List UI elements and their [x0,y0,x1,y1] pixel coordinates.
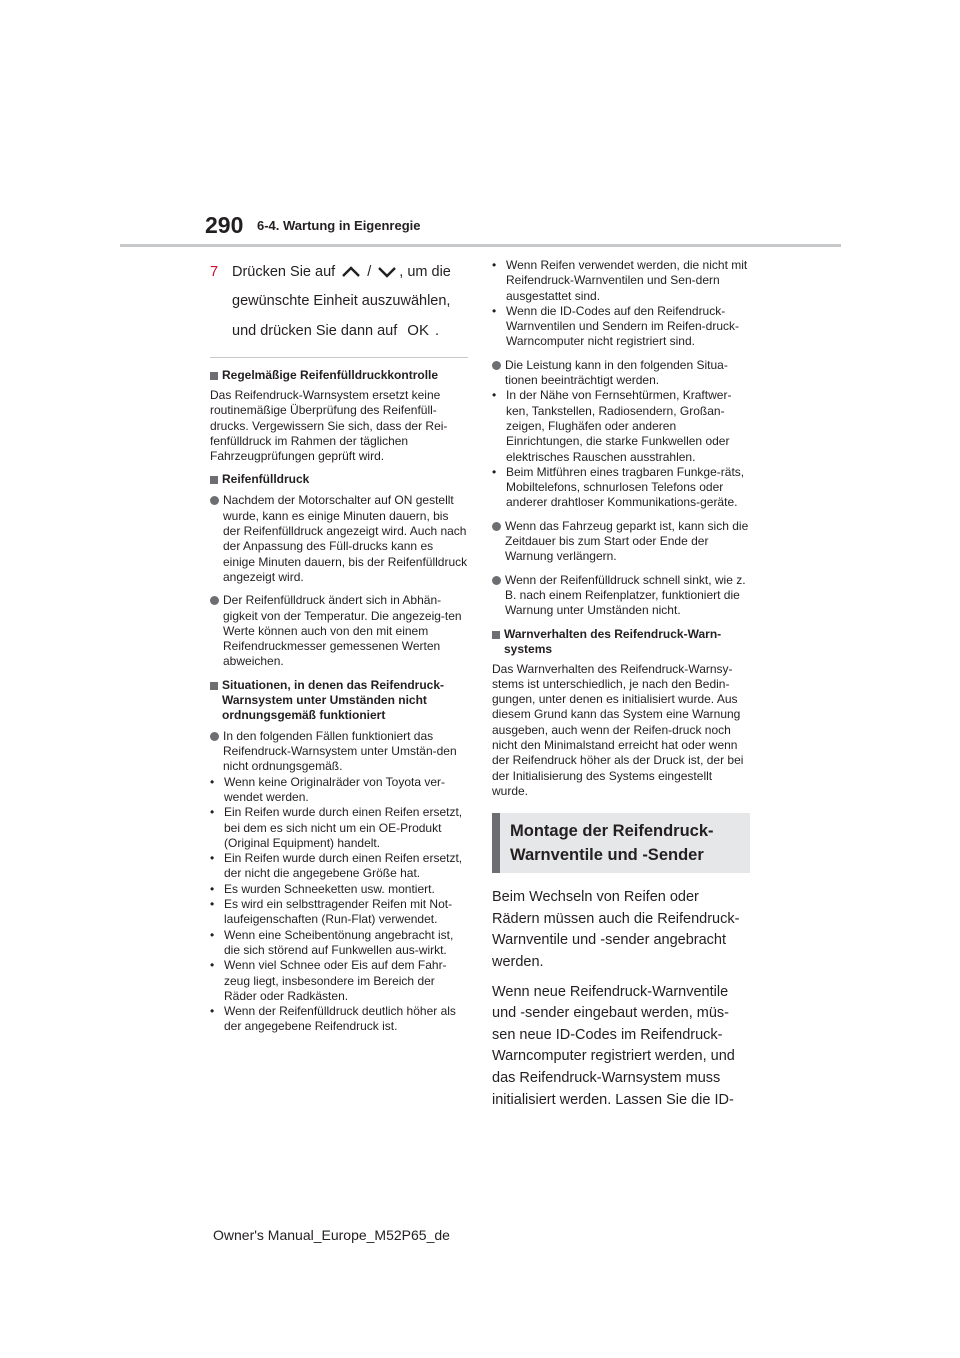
step-end: . [434,323,440,339]
heading-malfunction-situations [210,678,468,723]
step-text-a: Drücken Sie auf [232,264,336,280]
list-item: • Ein Reifen wurde durch einen Reifen ersetzt, der nicht die angegebene Größe hat. [210,851,468,882]
heading-text: Situationen, in denen das Reifendruck-Warnsystem unter Umständen nicht ordnungsgemäß funktioniert [222,677,445,722]
box-heading-valve-mounting: Montage der Reifendruck-Warnventile und -Sender [492,813,750,873]
list-item: • Beim Mitführen eines tragbaren Funkge-räts, Mobiltelefons, schnurlosen Telefons oder anderer drahtloser Kommunikations-geräte. [492,465,750,511]
paragraph-regular-check: Das Reifendruck-Warnsystem ersetzt keine routinemäßige Überprüfung des Reifenfüll-drucks. Vergewissern Sie sich, dass der Rei-fenfülldruck im Rahmen der täglichen Fahrzeugprüfungen geprüft wird. [210,388,448,464]
paragraph-mounting-2: Wenn neue Reifendruck-Warnventile und -sender eingebaut werden, müs-sen neue ID-Codes im Reifendruck-Warncomputer registriert werden, und das Reifendruck-Warnsystem muss initialisiert werden. Lassen Sie die ID- [492,983,735,1108]
list-item: • In der Nähe von Fernsehtürmen, Kraftwer-ken, Tankstellen, Radiosendern, Großan-zeigen, Flughäfen oder anderen Einrichtungen, die starke Funkwellen oder elektrisches Rauschen ausstrahlen. [492,388,750,464]
paragraph-warning-behavior: Das Warnverhalten des Reifendruck-Warnsy-stems ist unterschiedlich, je nach den Bedin-gungen, unter denen es initialisiert wurde. Aus diesem Grund kann das System eine Warnung ausgeben, auch wenn der Reifen-druck noch nicht den Minimalstand erreicht hat oder wenn der Reifendruck höher als der Druck ist, der bei der Initialisierung des Systems eingestellt wurde. [492,661,744,798]
square-bullet-icon [210,372,218,380]
list-item: • Ein Reifen wurde durch einen Reifen ersetzt, bei dem es sich nicht um ein OE-Produkt (Original Equipment) handelt. [210,805,468,851]
heading-warning-behavior [492,627,750,657]
dot-item [492,358,750,389]
list-item-text: Wenn eine Scheibentönung angebracht ist, die sich störend auf Funkwellen aus-wirkt. [224,927,454,957]
bullet-list [492,388,750,510]
ok-button-label: OK [407,322,429,339]
list-item: • Es wurden Schneeketten usw. montiert. [210,881,435,896]
list-item: • Wenn viel Schnee oder Eis auf dem Fahr-zeug liegt, insbesondere im Bereich der Räder oder Radkästen. [210,958,468,1004]
list-item: • Wenn Reifen verwendet werden, die nicht mit Reifendruck-Warnventilen und Sen-dern ausgestattet sind. [492,258,750,304]
list-item: • Wenn die ID-Codes auf den Reifendruck-Warnventilen und Sendern im Reifen-druck-Warncomputer nicht registriert sind. [492,304,750,350]
heading-text: Reifenfülldruck [222,472,310,487]
list-item-text: Es wurden Schneeketten usw. montiert. [224,881,435,896]
dot-text: In den folgenden Fällen funktioniert das Reifendruck-Warnsystem unter Umstän-den nicht ordnungsgemäß. [223,728,457,774]
list-item: • Wenn keine Originalräder von Toyota ver-wendet werden. [210,775,468,806]
chevron-up-icon [339,265,363,279]
list-item-text: Es wird ein selbsttragender Reifen mit Not-laufeigenschaften (Run-Flat) verwendet. [224,897,453,927]
step-7 [210,258,468,346]
heading-regular-check [210,368,468,383]
dot-text: Der Reifenfülldruck ändert sich in Abhän-gigkeit von der Temperatur. Die angezeig-ten Werte können auch von den mit einem Reifendruckmesser gemessenen Werten abweichen. [223,593,462,669]
left-column [210,258,468,1043]
dot-item [210,593,468,669]
circle-bullet-icon [492,522,501,531]
circle-bullet-icon [210,496,219,505]
divider [210,357,468,358]
square-bullet-icon [210,476,218,484]
right-column [492,258,750,1119]
circle-bullet-icon [210,596,219,605]
dot-item [210,493,468,585]
list-item-text: Wenn keine Originalräder von Toyota ver-wendet werden. [224,774,446,804]
page-number: 290 [205,212,244,238]
bullet-list [492,258,750,350]
paragraph-mounting-1: Beim Wechseln von Reifen oder Rädern müssen auch die Reifendruck-Warnventile und -sender angebracht werden. [492,889,740,970]
header-rule [120,244,841,247]
list-item-text: Wenn Reifen verwendet werden, die nicht mit Reifendruck-Warnventilen und Sen-dern ausgestattet sind. [506,258,748,303]
section-title: 6-4. Wartung in Eigenregie [257,218,421,233]
step-line-2: gewünschte Einheit auszuwählen, [232,293,451,309]
step-text [232,258,451,346]
step-number: 7 [210,264,219,280]
chevron-down-icon [375,265,399,279]
list-item-text: Wenn die ID-Codes auf den Reifendruck-Warnventilen und Sendern im Reifen-druck-Warncomputer nicht registriert sind. [506,303,739,349]
dot-item [492,573,750,619]
list-item-text: Ein Reifen wurde durch einen Reifen ersetzt, bei dem es sich nicht um ein OE-Produkt (Original Equipment) handelt. [224,805,463,850]
square-bullet-icon [210,682,218,690]
list-item: • Es wird ein selbsttragender Reifen mit Not-laufeigenschaften (Run-Flat) verwendet. [210,897,468,928]
list-item-text: Wenn viel Schnee oder Eis auf dem Fahr-zeug liegt, insbesondere im Bereich der Räder oder Radkästen. [224,958,447,1003]
heading-text: Warnverhalten des Reifendruck-Warn-systems [504,626,722,656]
circle-bullet-icon [492,361,501,370]
dot-text: Wenn das Fahrzeug geparkt ist, kann sich die Zeitdauer bis zum Start oder Ende der Warnung verlängern. [505,518,749,564]
step-separator: / [367,264,372,280]
step-text-b: , um die [399,264,451,280]
list-item-text: In der Nähe von Fernsehtürmen, Kraftwer-ken, Tankstellen, Radiosendern, Großan-zeigen, Flughäfen oder anderen Einrichtungen, die starke Funkwellen oder elektrisches Rauschen ausstrahlen. [506,388,732,464]
dot-text: Wenn der Reifenfülldruck schnell sinkt, wie z. B. nach einem Reifenplatzer, funktioniert die Warnung unter Umständen nicht. [505,572,746,618]
step-line-3: und drücken Sie dann auf [232,323,398,339]
dot-text: Die Leistung kann in den folgenden Situa-tionen beeinträchtigt werden. [505,357,728,388]
dot-item [492,519,750,565]
square-bullet-icon [492,631,500,639]
circle-bullet-icon [210,732,219,741]
dot-item [210,729,468,775]
dot-text: Nachdem der Motorschalter auf ON gestellt wurde, kann es einige Minuten dauern, bis der Reifenfülldruck angezeigt wird. Auch nach der Anpassung des Füll-drucks kann es einige Minuten dauern, bis der Reifenfülldruck angezeigt wird. [223,493,468,584]
footer-doc-id: Owner's Manual_Europe_M52P65_de [213,1227,450,1243]
heading-tire-pressure [210,472,468,487]
circle-bullet-icon [492,576,501,585]
list-item: • Wenn eine Scheibentönung angebracht ist, die sich störend auf Funkwellen aus-wirkt. [210,928,468,959]
heading-text: Regelmäßige Reifenfülldruckkontrolle [222,368,439,382]
list-item-text: Beim Mitführen eines tragbaren Funkge-räts, Mobiltelefons, schnurlosen Telefons oder anderer drahtloser Kommunikations-geräte. [506,464,745,510]
list-item-text: Wenn der Reifenfülldruck deutlich höher als der angegebene Reifendruck ist. [224,1004,456,1034]
bullet-list [210,775,468,1035]
list-item: • Wenn der Reifenfülldruck deutlich höher als der angegebene Reifendruck ist. [210,1004,468,1035]
list-item-text: Ein Reifen wurde durch einen Reifen ersetzt, der nicht die angegebene Größe hat. [224,851,463,881]
